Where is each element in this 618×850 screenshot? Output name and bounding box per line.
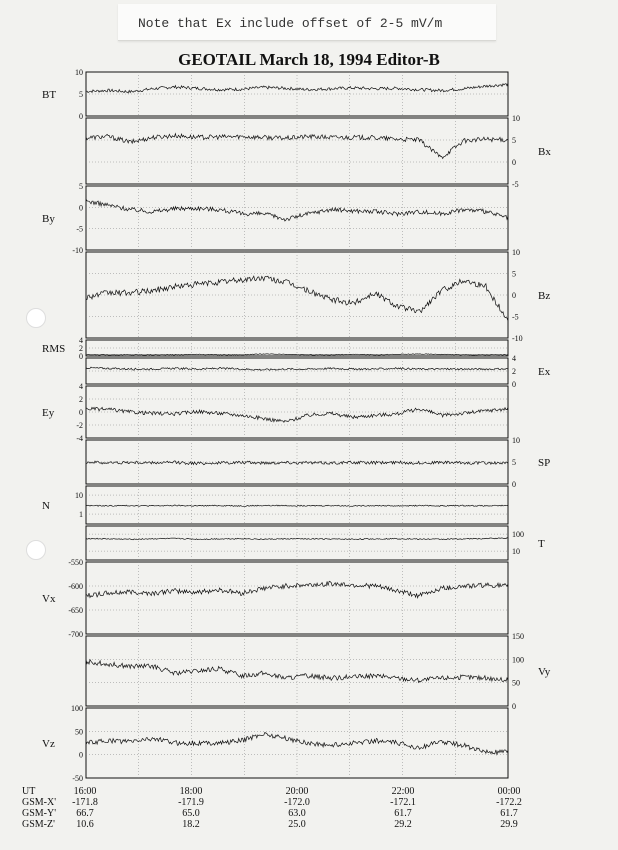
series-line-ey [86, 407, 508, 422]
panel-label-t: T [538, 538, 545, 550]
footer-ut-4: 00:00 [497, 786, 521, 797]
panel-label-vz: Vz [42, 738, 55, 750]
panel-frame-vy [86, 636, 508, 706]
footer-gsmx-0: -171.8 [72, 797, 98, 808]
footer-ut-2: 20:00 [285, 786, 309, 797]
tick-label-ey: 2 [79, 395, 83, 404]
footer-gsmz-0: 10.6 [76, 819, 94, 830]
tick-label-ex: 2 [512, 367, 516, 376]
tick-label-ey: 4 [79, 382, 83, 391]
tick-label-ey: -2 [76, 421, 83, 430]
tick-label-rms: 4 [79, 336, 83, 345]
tick-label-vz: -50 [72, 774, 83, 783]
footer-gsmy-1: 65.0 [182, 808, 200, 819]
chart-title: GEOTAIL March 18, 1994 Editor-B [178, 50, 440, 69]
tick-label-n: 10 [75, 491, 83, 501]
panel-label-sp: SP [538, 457, 551, 469]
footer-gsmy-3: 61.7 [394, 808, 412, 819]
tick-label-bz: -5 [512, 312, 519, 322]
orbit-table [0, 786, 618, 836]
tick-label-vz: 50 [75, 727, 83, 737]
tick-label-vz: 0 [79, 750, 83, 760]
tick-label-ey: 0 [79, 408, 83, 417]
tick-label-sp: 5 [512, 458, 516, 467]
tick-label-by: 5 [79, 182, 83, 191]
tick-label-vx: -550 [68, 558, 83, 567]
tick-label-bt: 5 [79, 90, 83, 99]
footer-gsmx-3: -172.1 [390, 797, 416, 808]
tick-label-bz: 5 [512, 269, 516, 279]
panel-label-bz: Bz [538, 290, 551, 302]
panel-frame-vz [86, 708, 508, 778]
tick-label-vy: 100 [512, 655, 524, 665]
tick-label-n: 1 [79, 510, 83, 520]
tick-label-vx: -600 [68, 582, 83, 591]
tick-label-by: 0 [79, 203, 83, 213]
footer-label-gsmy: GSM-Y' [22, 808, 57, 819]
tick-label-vx: -700 [68, 630, 83, 639]
tick-label-ex: 4 [512, 354, 516, 363]
panel-label-vx: Vx [42, 593, 56, 605]
tick-label-bx: 10 [512, 114, 520, 123]
tick-label-bt: 10 [75, 68, 83, 77]
tick-label-rms: 0 [79, 352, 83, 361]
tick-label-bz: 0 [512, 291, 516, 300]
panel-label-ex: Ex [538, 366, 551, 378]
tick-label-bx: 0 [512, 158, 516, 167]
footer-gsmz-1: 18.2 [182, 819, 200, 830]
tick-label-bt: 0 [79, 112, 83, 121]
note-text: Note that Ex include offset of 2-5 mV/m [138, 16, 443, 31]
tick-label-by: -10 [72, 246, 83, 255]
footer-gsmy-4: 61.7 [500, 808, 518, 819]
tick-label-vy: 150 [512, 632, 524, 641]
footer-ut-3: 22:00 [391, 786, 415, 797]
binder-hole-bottom [26, 540, 46, 560]
tick-label-bx: -5 [512, 180, 519, 189]
panel-frame-t [86, 526, 508, 560]
tick-label-rms: 2 [79, 344, 83, 353]
panel-label-bt: BT [42, 89, 57, 101]
series-line-rms [86, 354, 508, 355]
footer-ut-0: 16:00 [73, 786, 97, 797]
tick-label-sp: 0 [512, 480, 516, 489]
footer-gsmx-1: -171.9 [178, 797, 204, 808]
tick-label-vy: 0 [512, 702, 516, 711]
tick-label-vy: 50 [512, 678, 520, 688]
footer-label-gsmz: GSM-Z' [22, 819, 55, 830]
footer-label-gsmx: GSM-X' [22, 797, 57, 808]
panel-label-bx: Bx [538, 146, 551, 158]
footer-gsmz-2: 25.0 [288, 819, 306, 830]
footer-gsmx-2: -172.0 [284, 797, 310, 808]
tick-label-bx: 5 [512, 136, 516, 145]
tick-label-t: 10 [512, 547, 520, 557]
footer-gsmy-2: 63.0 [288, 808, 306, 819]
series-line-n [86, 505, 508, 506]
tick-label-by: -5 [76, 224, 83, 234]
panel-label-vy: Vy [538, 666, 551, 678]
tick-label-sp: 10 [512, 436, 520, 445]
tick-label-bz: 10 [512, 248, 520, 257]
tick-label-vz: 100 [71, 704, 83, 713]
footer-gsmz-3: 29.2 [394, 819, 412, 830]
panel-label-rms: RMS [42, 343, 66, 355]
footer-ut-1: 18:00 [179, 786, 203, 797]
panel-label-ey: Ey [42, 407, 55, 419]
footer-gsmy-0: 66.7 [76, 808, 94, 819]
tick-label-t: 100 [512, 530, 524, 540]
panel-label-by: By [42, 213, 55, 225]
footer-gsmx-4: -172.2 [496, 797, 522, 808]
panel-label-n: N [42, 500, 50, 512]
binder-hole-top [26, 308, 46, 328]
tick-label-bz: -10 [512, 334, 523, 343]
footer-label-ut: UT [22, 786, 36, 797]
tick-label-ex: 0 [512, 380, 516, 389]
footer-gsmz-4: 29.9 [500, 819, 518, 830]
tick-label-ey: -4 [76, 434, 83, 443]
tick-label-vx: -650 [68, 606, 83, 615]
